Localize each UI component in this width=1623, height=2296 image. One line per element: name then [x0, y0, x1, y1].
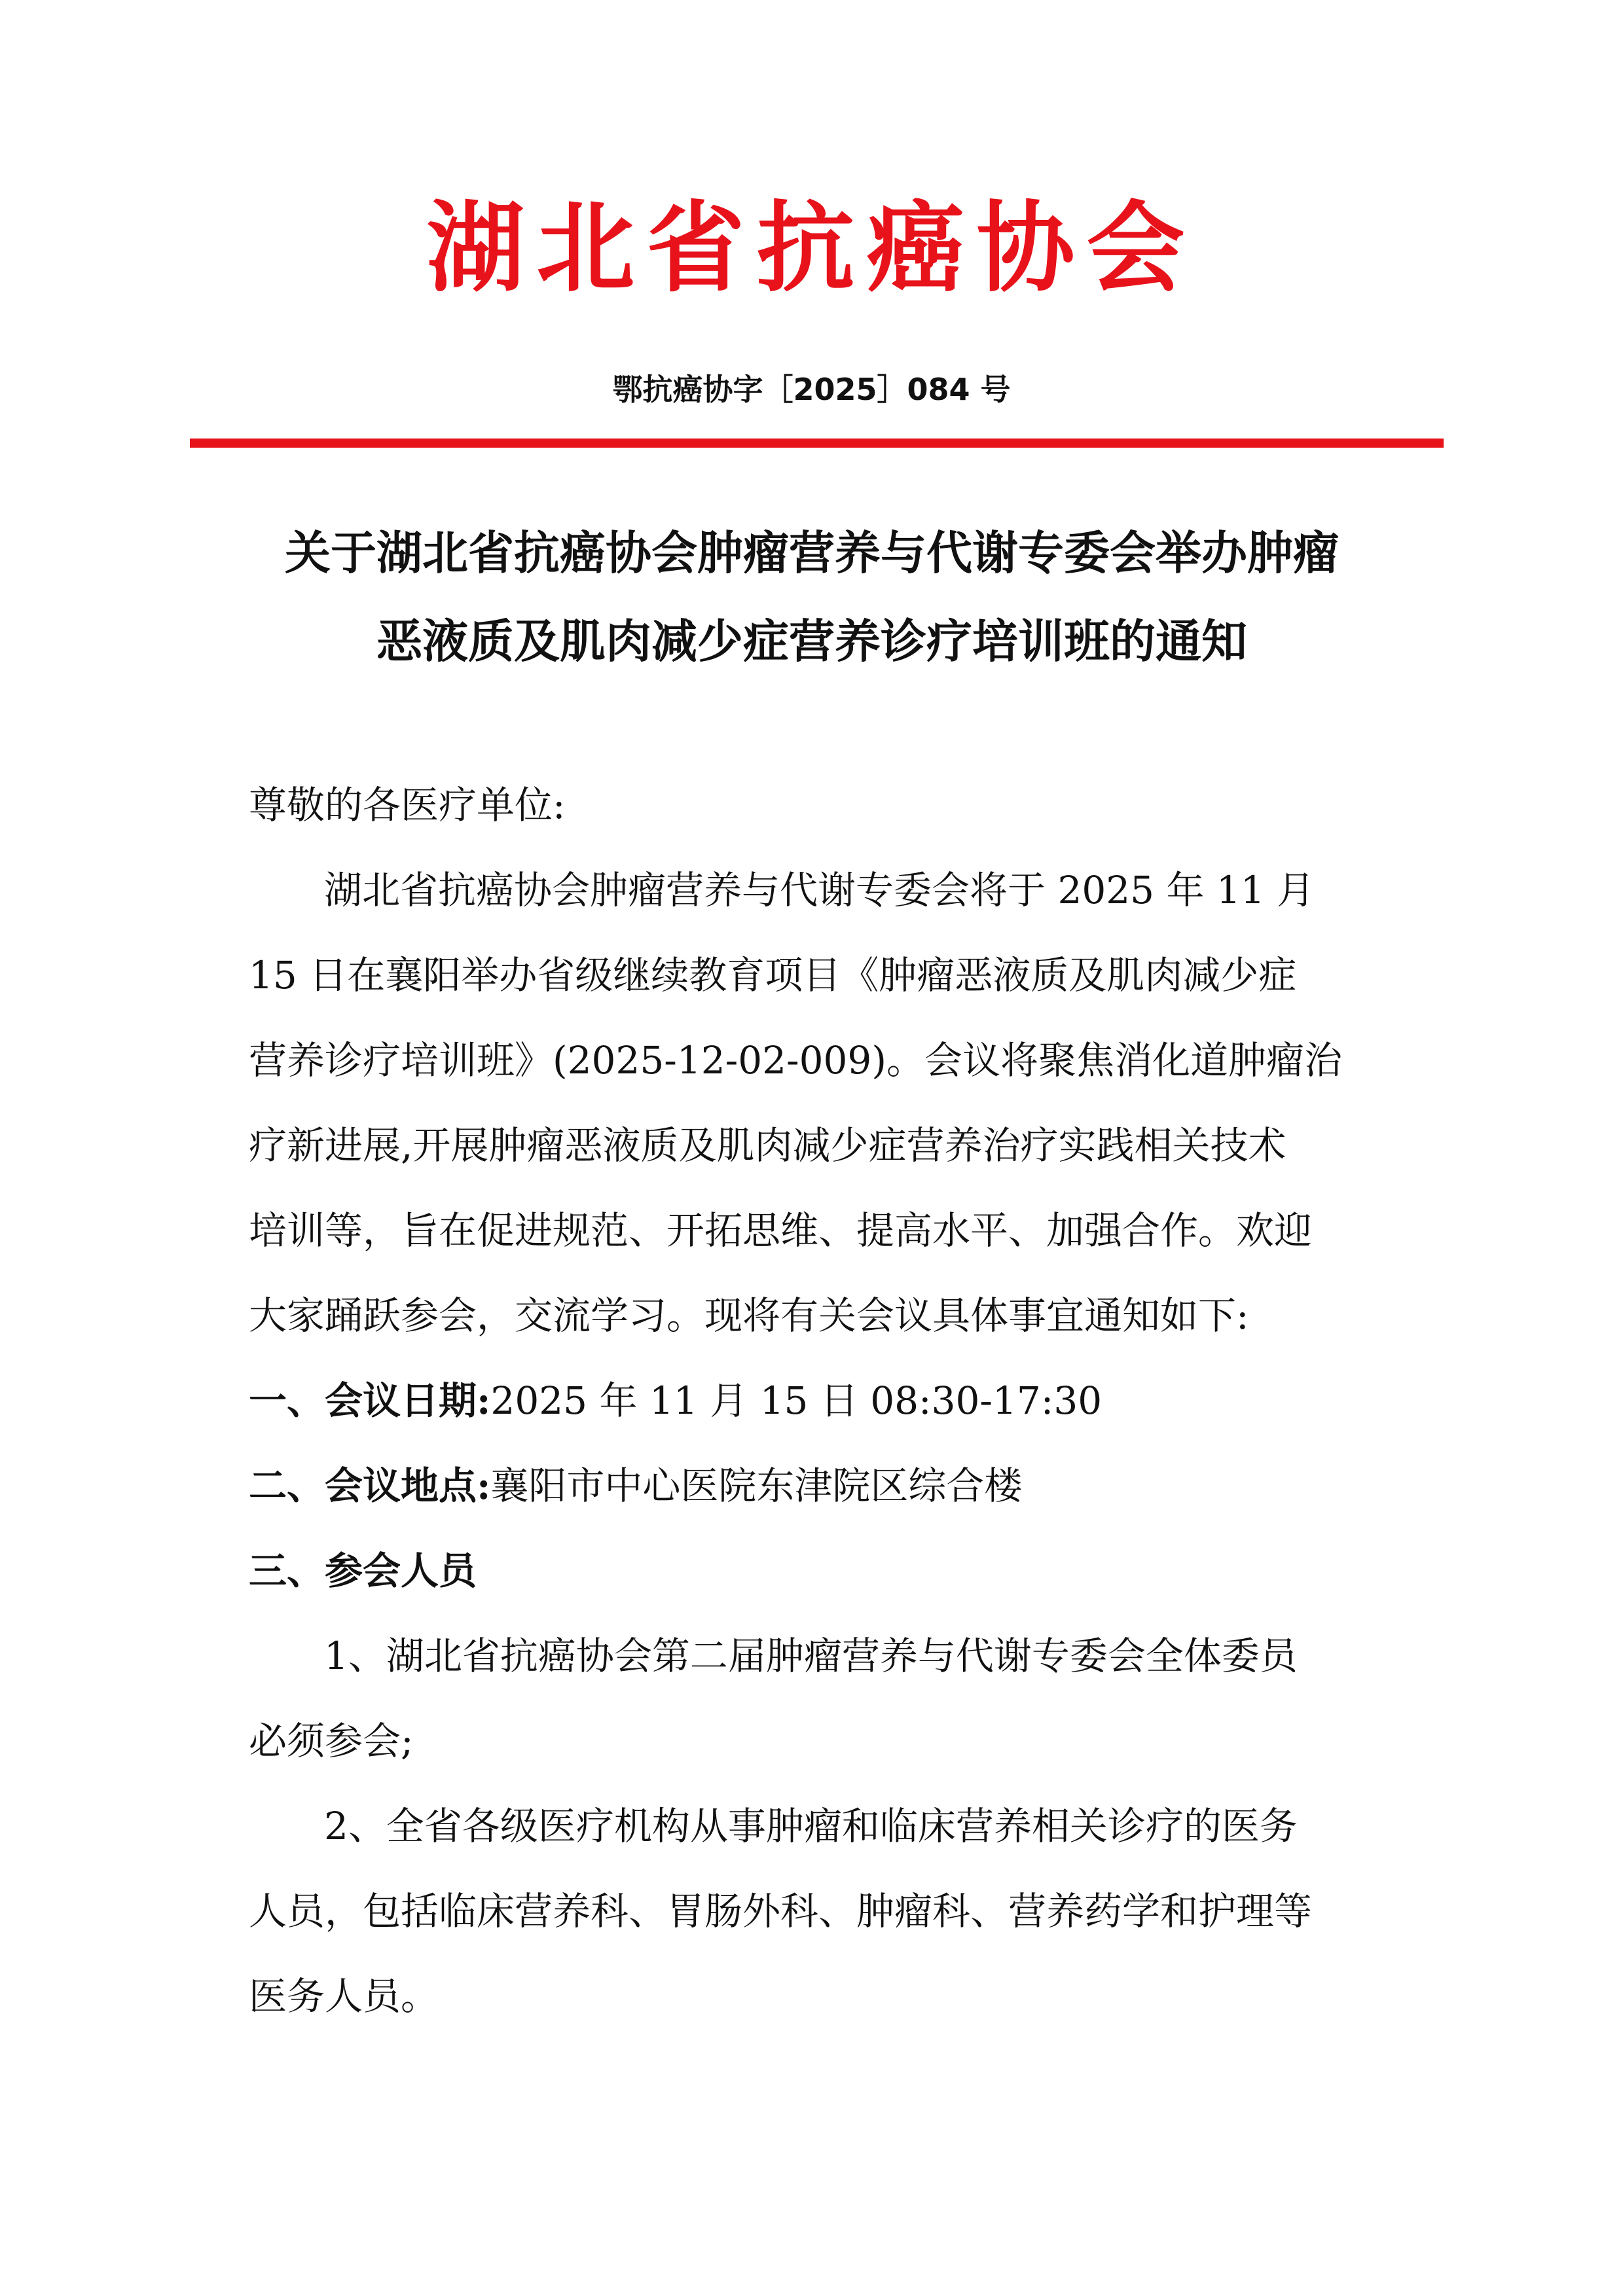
attendee-item-2-line-2: 人员，包括临床营养科、胃肠外科、肿瘤科、营养药学和护理等 [249, 1889, 1313, 1933]
attendee-item-2-line-1: 2、全省各级医疗机构从事肿瘤和临床营养相关诊疗的医务 [324, 1804, 1298, 1848]
notice-title-line-2: 恶液质及肌肉减少症营养诊疗培训班的通知 [376, 614, 1247, 668]
attendee-item-2-line-3: 医务人员。 [249, 1974, 439, 2018]
intro-line-1: 湖北省抗癌协会肿瘤营养与代谢专委会将于 2025 年 11 月 [324, 868, 1315, 912]
intro-line-5: 培训等，旨在促进规范、开拓思维、提高水平、加强合作。欢迎 [249, 1208, 1313, 1253]
attendees-heading: 三、参会人员 [249, 1549, 477, 1593]
intro-line-2: 15 日在襄阳举办省级继续教育项目《肿瘤恶液质及肌肉减少症 [249, 953, 1297, 997]
intro-line-3: 营养诊疗培训班》(2025-12-02-009)。会议将聚焦消化道肿瘤治 [249, 1038, 1342, 1083]
meeting-location-value: 襄阳市中心医院东津院区综合楼 [490, 1463, 1023, 1508]
red-divider-rule [190, 439, 1444, 448]
document-number: 鄂抗癌协字［2025］084 号 [612, 372, 1011, 407]
intro-line-6: 大家踊跃参会，交流学习。现将有关会议具体事宜通知如下: [249, 1293, 1249, 1338]
org-header-title: 湖北省抗癌协会 [426, 192, 1197, 306]
meeting-location-label: 二、会议地点: [249, 1463, 491, 1508]
notice-title-line-1: 关于湖北省抗癌协会肿瘤营养与代谢专委会举办肿瘤 [285, 526, 1339, 580]
attendee-item-1-line-2: 必须参会; [249, 1719, 414, 1763]
intro-line-4: 疗新进展,开展肿瘤恶液质及肌肉减少症营养治疗实践相关技术 [249, 1123, 1286, 1168]
meeting-date-label: 一、会议日期: [249, 1378, 491, 1423]
meeting-date [249, 1374, 1388, 1427]
meeting-location [249, 1460, 1388, 1512]
attendee-item-1-line-1: 1、湖北省抗癌协会第二届肿瘤营养与代谢专委会全体委员 [324, 1634, 1298, 1678]
salutation: 尊敬的各医疗单位: [249, 783, 566, 827]
meeting-date-value: 2025 年 11 月 15 日 08:30-17:30 [490, 1378, 1103, 1423]
